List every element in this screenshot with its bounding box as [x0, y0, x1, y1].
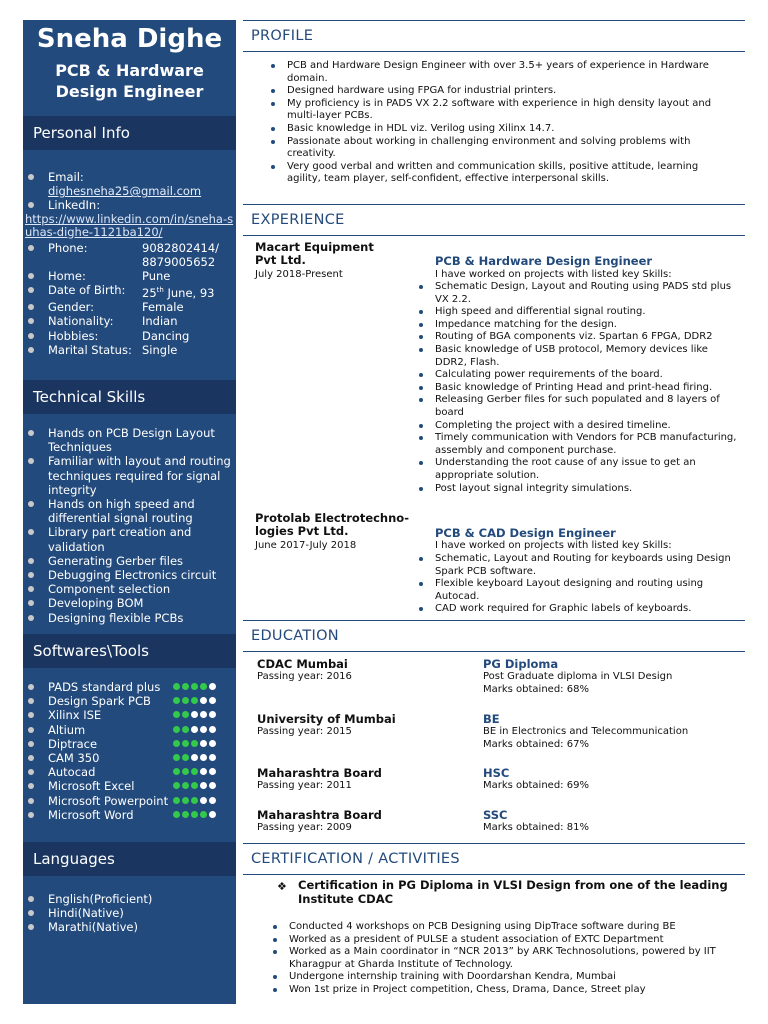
list-item	[23, 596, 236, 610]
bullet-icon	[28, 600, 34, 606]
bullet-icon	[28, 698, 34, 704]
tools-heading: Softwares\Tools	[23, 634, 236, 668]
bullet-icon	[419, 582, 423, 586]
empty-dot-icon	[209, 726, 216, 733]
bullet-icon	[271, 165, 275, 169]
profile-list	[263, 60, 733, 186]
list-item	[23, 892, 236, 906]
filled-dot-icon	[182, 797, 189, 804]
list-item	[263, 85, 733, 98]
list-item	[265, 946, 735, 971]
list-item	[23, 497, 236, 525]
filled-dot-icon	[182, 811, 189, 818]
list-item	[411, 603, 741, 616]
edu-school: Maharashtra Board	[257, 766, 382, 780]
bullet-icon	[419, 335, 423, 339]
job-intro: I have worked on projects with listed key Skills:	[435, 540, 672, 551]
bullet-icon	[28, 430, 34, 436]
empty-dot-icon	[209, 797, 216, 804]
field-label: Nationality:	[48, 314, 114, 329]
company-name	[255, 512, 409, 538]
job-dates: June 2017-July 2018	[255, 540, 357, 551]
languages-list	[23, 892, 236, 935]
list-item-text: English(Proficient)	[48, 892, 153, 906]
filled-dot-icon	[200, 683, 207, 690]
job-intro: I have worked on projects with listed key Skills:	[435, 269, 672, 280]
list-item-text: Hindi(Native)	[48, 906, 124, 921]
filled-dot-icon	[191, 782, 198, 789]
list-item-text: Very good verbal and written and communication skills, positive attitude, learning agility, team player, self-confident, effective interpersonal skills.	[287, 160, 699, 185]
role-line-2: Design Engineer	[55, 82, 204, 101]
hobbies-row	[23, 329, 236, 343]
list-item	[411, 578, 741, 603]
list-item	[23, 582, 236, 596]
empty-dot-icon	[191, 711, 198, 718]
list-item	[23, 751, 236, 765]
filled-dot-icon	[173, 811, 180, 818]
list-item-text: Schematic, Layout and Routing for keyboards using Design Spark PCB software.	[435, 553, 731, 577]
list-item	[23, 920, 236, 934]
filled-dot-icon	[191, 768, 198, 775]
edu-year: Passing year: 2011	[257, 780, 352, 791]
bullet-icon	[28, 769, 34, 775]
list-item-text: Flexible keyboard Layout designing and routing using Autocad.	[435, 578, 704, 602]
phone-row	[23, 241, 236, 255]
job-title: PCB & Hardware Design Engineer	[435, 254, 653, 268]
personal-info-list	[23, 170, 236, 357]
filled-dot-icon	[200, 811, 207, 818]
empty-dot-icon	[200, 726, 207, 733]
bullet-icon	[28, 333, 34, 339]
job-skills-list	[411, 281, 741, 495]
bullet-icon	[28, 896, 34, 902]
list-item	[265, 934, 735, 947]
job-title: PCB & CAD Design Engineer	[435, 526, 616, 540]
marital-row	[23, 343, 236, 357]
email-row	[23, 170, 236, 184]
field-label: Hobbies:	[48, 328, 99, 343]
list-item-text: Conducted 4 workshops on PCB Designing using DipTrace software during BE	[289, 921, 676, 932]
edu-year: Passing year: 2009	[257, 822, 352, 833]
list-item-text: Passionate about working in challenging environment and solving problems with creativity.	[287, 135, 691, 160]
bullet-icon	[28, 910, 34, 916]
field-label: Marital Status:	[48, 342, 132, 357]
list-item-text: Microsoft Word	[48, 807, 134, 822]
edu-marks: Marks obtained: 69%	[483, 780, 589, 791]
filled-dot-icon	[182, 754, 189, 761]
list-item	[411, 483, 741, 496]
field-value: Single	[142, 342, 178, 357]
bullet-icon	[419, 348, 423, 352]
skill-level-rating	[173, 683, 216, 690]
filled-dot-icon	[191, 740, 198, 747]
list-item-text: Routing of BGA components viz. Spartan 6 FPGA, DDR2	[435, 331, 713, 343]
list-item	[263, 123, 733, 136]
filled-dot-icon	[173, 768, 180, 775]
bullet-icon	[419, 323, 423, 327]
list-item-text: Releasing Gerber files for such populated and 8 layers of board	[435, 394, 720, 418]
linkedin-link[interactable]: https://www.linkedin.com/in/sneha-suhas-dighe-1121ba120/	[25, 211, 234, 239]
list-item-text: Familiar with layout and routing techniques required for signal integrity	[48, 454, 231, 497]
skill-level-rating	[173, 740, 216, 747]
empty-dot-icon	[209, 754, 216, 761]
bullet-icon	[419, 436, 423, 440]
edu-degree: HSC	[483, 766, 510, 780]
edu-year: Passing year: 2015	[257, 726, 352, 737]
empty-dot-icon	[200, 754, 207, 761]
list-item-text: PCB and Hardware Design Engineer with over 3.5+ years of experience in Hardware domain.	[287, 60, 709, 84]
list-item-text: Altium	[48, 722, 86, 737]
list-item	[23, 454, 236, 497]
list-item-text: Calculating power requirements of the board.	[435, 369, 663, 381]
list-item	[411, 306, 741, 319]
edu-detail: BE in Electronics and Telecommunication	[483, 726, 689, 737]
list-item	[411, 420, 741, 433]
empty-dot-icon	[191, 726, 198, 733]
edu-marks: Marks obtained: 81%	[483, 822, 589, 833]
list-item-text: Designing flexible PCBs	[48, 610, 184, 625]
field-label: Date of Birth:	[48, 283, 126, 298]
list-item	[23, 611, 236, 625]
list-item-text: Hands on PCB Design Layout Techniques	[48, 426, 215, 455]
list-item-text: Component selection	[48, 582, 171, 597]
list-item	[23, 554, 236, 568]
list-item	[411, 344, 741, 369]
list-item-text: Microsoft Excel	[48, 779, 135, 794]
filled-dot-icon	[182, 697, 189, 704]
activities-list	[265, 921, 735, 997]
role-line-1: PCB & Hardware	[55, 61, 204, 80]
bullet-icon	[28, 529, 34, 535]
list-item-text: Developing BOM	[48, 596, 144, 611]
empty-dot-icon	[209, 782, 216, 789]
list-item-text: Post layout signal integrity simulations.	[435, 482, 633, 494]
bullet-icon	[28, 783, 34, 789]
edu-degree: BE	[483, 712, 500, 726]
list-item-text: Hands on high speed and differential signal routing	[48, 497, 195, 526]
list-item-text: Undergone internship training with Doordarshan Kendra, Mumbai	[289, 971, 616, 983]
list-item	[23, 779, 236, 793]
bullet-icon	[28, 755, 34, 761]
list-item-text: CAD work required for Graphic labels of keyboards.	[435, 603, 692, 615]
phone-row-2	[23, 255, 236, 269]
bullet-icon	[28, 501, 34, 507]
list-item	[23, 765, 236, 779]
bullet-icon	[28, 318, 34, 324]
filled-dot-icon	[191, 697, 198, 704]
list-item-text: Understanding the root cause of any issue to get an appropriate solution.	[435, 457, 696, 481]
dob-day: 25	[142, 286, 157, 301]
list-item-text: Marathi(Native)	[48, 920, 138, 935]
filled-dot-icon	[173, 726, 180, 733]
list-item-text: PADS standard plus	[48, 680, 161, 694]
bullet-icon	[28, 741, 34, 747]
list-item-text: Schematic Design, Layout and Routing using PADS std plus VX 2.2.	[435, 281, 732, 305]
list-item-text: Basic knowledge of USB protocol, Memory devices like DDR2, Flash.	[435, 343, 708, 368]
field-value: Female	[142, 300, 184, 315]
bullet-icon	[271, 127, 275, 131]
email-value-row	[23, 184, 236, 198]
technical-skills-heading: Technical Skills	[23, 380, 236, 414]
linkedin-label: LinkedIn:	[48, 198, 101, 213]
field-label: Home:	[48, 269, 86, 284]
list-item-text: Impedance matching for the design.	[435, 318, 617, 330]
filled-dot-icon	[173, 740, 180, 747]
technical-skills-list	[23, 426, 236, 625]
list-item	[263, 60, 733, 85]
linkedin-row	[23, 198, 236, 212]
certification-main: Certification in PG Diploma in VLSI Design from one of the leading Institute CDAC	[298, 878, 728, 906]
bullet-icon	[28, 586, 34, 592]
list-item-text: Generating Gerber files	[48, 553, 184, 568]
filled-dot-icon	[173, 782, 180, 789]
list-item	[263, 136, 733, 161]
filled-dot-icon	[182, 740, 189, 747]
empty-dot-icon	[209, 740, 216, 747]
bullet-icon	[419, 487, 423, 491]
list-item	[411, 432, 741, 457]
empty-dot-icon	[209, 683, 216, 690]
bullet-icon	[271, 64, 275, 68]
filled-dot-icon	[173, 711, 180, 718]
company-line-2: Pvt Ltd.	[255, 253, 306, 267]
list-item	[23, 426, 236, 454]
list-item-text: Autocad	[48, 765, 96, 780]
phone-value-1: 9082802414/	[142, 240, 220, 255]
tools-list	[23, 680, 236, 822]
filled-dot-icon	[182, 683, 189, 690]
filled-dot-icon	[182, 711, 189, 718]
filled-dot-icon	[173, 683, 180, 690]
bullet-icon	[419, 285, 423, 289]
list-item	[411, 382, 741, 395]
profile-heading: PROFILE	[243, 20, 745, 52]
filled-dot-icon	[173, 754, 180, 761]
list-item-text: Worked as a president of PULSE a student association of EXTC Department	[289, 933, 664, 945]
filled-dot-icon	[173, 697, 180, 704]
bullet-icon	[28, 572, 34, 578]
company-name	[255, 241, 374, 267]
personal-info-heading: Personal Info	[23, 116, 236, 150]
bullet-icon	[273, 950, 277, 954]
gender-row	[23, 300, 236, 314]
bullet-icon	[28, 615, 34, 621]
bullet-icon	[419, 373, 423, 377]
dob-value	[142, 283, 236, 300]
list-item	[411, 319, 741, 332]
bullet-icon	[28, 712, 34, 718]
bullet-icon	[28, 558, 34, 564]
field-value: Pune	[142, 269, 171, 284]
list-item	[265, 984, 735, 997]
filled-dot-icon	[191, 811, 198, 818]
dob-rest: June, 93	[163, 286, 215, 301]
field-label: Gender:	[48, 300, 95, 315]
bullet-icon	[419, 607, 423, 611]
bullet-icon	[28, 684, 34, 690]
list-item-text: Library part creation and validation	[48, 525, 192, 554]
bullet-icon	[419, 424, 423, 428]
list-item	[23, 737, 236, 751]
skill-level-rating	[173, 797, 216, 804]
bullet-icon	[271, 140, 275, 144]
list-item	[263, 161, 733, 186]
edu-detail: Post Graduate diploma in VLSI Design	[483, 671, 673, 682]
bullet-icon	[419, 398, 423, 402]
edu-year: Passing year: 2016	[257, 671, 352, 682]
edu-school: Maharashtra Board	[257, 808, 382, 822]
list-item-text: Timely communication with Vendors for PCB manufacturing, assembly and component purchase.	[435, 432, 737, 456]
list-item	[411, 331, 741, 344]
education-heading: EDUCATION	[243, 620, 745, 652]
bullet-icon	[273, 925, 277, 929]
skill-level-rating	[173, 697, 216, 704]
list-item	[411, 369, 741, 382]
skill-level-rating	[173, 768, 216, 775]
edu-school: CDAC Mumbai	[257, 657, 348, 671]
list-item-text: Design Spark PCB	[48, 694, 151, 709]
list-item	[23, 808, 236, 822]
empty-dot-icon	[209, 811, 216, 818]
list-item-text: CAM 350	[48, 751, 100, 766]
list-item	[23, 723, 236, 737]
list-item	[265, 971, 735, 984]
bullet-icon	[28, 174, 34, 180]
edu-marks: Marks obtained: 68%	[483, 684, 589, 695]
edu-degree: PG Diploma	[483, 657, 559, 671]
bullet-icon	[273, 938, 277, 942]
filled-dot-icon	[191, 797, 198, 804]
skill-level-rating	[173, 711, 216, 718]
list-item	[23, 708, 236, 722]
nationality-row	[23, 314, 236, 328]
list-item	[23, 794, 236, 808]
edu-degree: SSC	[483, 808, 508, 822]
email-link[interactable]: dighesneha25@gmail.com	[48, 184, 202, 199]
list-item-text: Debugging Electronics circuit	[48, 568, 217, 583]
list-item-text: High speed and differential signal routing.	[435, 306, 646, 318]
list-item-text: Designed hardware using FPGA for industrial printers.	[287, 85, 557, 97]
edu-marks: Marks obtained: 67%	[483, 739, 589, 750]
list-item-text: Completing the project with a desired timeline.	[435, 419, 671, 431]
field-value: Indian	[142, 314, 178, 329]
phone-label: Phone:	[48, 240, 88, 255]
skill-level-rating	[173, 811, 216, 818]
empty-dot-icon	[200, 697, 207, 704]
bullet-icon	[28, 287, 34, 293]
dob-suffix: th	[156, 286, 164, 295]
dob-row	[23, 283, 236, 300]
list-item-text: Basic knowledge of Printing Head and print-head firing.	[435, 381, 713, 393]
bullet-icon	[273, 988, 277, 992]
bullet-icon	[28, 273, 34, 279]
list-item-text: Microsoft Powerpoint	[48, 793, 169, 808]
company-line-2: logies Pvt Ltd.	[255, 524, 349, 538]
job-dates: July 2018-Present	[255, 269, 343, 280]
list-item	[263, 98, 733, 123]
list-item	[411, 457, 741, 482]
empty-dot-icon	[191, 754, 198, 761]
list-item-text: Xilinx ISE	[48, 708, 102, 723]
bullet-icon	[28, 458, 34, 464]
list-item	[23, 906, 236, 920]
list-item-text: Basic knowledge in HDL viz. Verilog using Xilinx 14.7.	[287, 122, 555, 134]
filled-dot-icon	[191, 683, 198, 690]
filled-dot-icon	[182, 726, 189, 733]
empty-dot-icon	[200, 782, 207, 789]
filled-dot-icon	[173, 797, 180, 804]
main-content	[243, 20, 745, 1010]
bullet-icon	[28, 245, 34, 251]
bullet-icon	[28, 304, 34, 310]
empty-dot-icon	[200, 740, 207, 747]
company-line-1: Macart Equipment	[255, 240, 374, 254]
email-label: Email:	[48, 170, 84, 184]
list-item-text: Won 1st prize in Project competition, Chess, Drama, Dance, Street play	[289, 983, 646, 995]
list-item	[411, 281, 741, 306]
list-item	[411, 394, 741, 419]
bullet-icon	[271, 102, 275, 106]
list-item	[23, 680, 236, 694]
sidebar	[23, 20, 236, 1004]
skill-level-rating	[173, 754, 216, 761]
empty-dot-icon	[200, 797, 207, 804]
skill-level-rating	[173, 782, 216, 789]
bullet-icon	[28, 924, 34, 930]
list-item-text: My proficiency is in PADS VX 2.2 software with experience in high density layout and multi-layer PCBs.	[287, 97, 712, 122]
bullet-icon	[28, 347, 34, 353]
empty-dot-icon	[200, 768, 207, 775]
bullet-icon	[419, 557, 423, 561]
list-item-text: Diptrace	[48, 736, 98, 751]
list-item	[23, 568, 236, 582]
bullet-icon	[271, 89, 275, 93]
job-skills-list	[411, 553, 741, 616]
bullet-icon	[28, 202, 34, 208]
languages-heading: Languages	[23, 842, 236, 876]
list-item-text: Worked as a Main coordinator in “NCR 2013” by ARK Technosolutions, powered by IIT Kharagpur at Gharda Institute of Technology.	[289, 946, 716, 970]
empty-dot-icon	[209, 711, 216, 718]
candidate-name: Sneha Dighe	[36, 24, 223, 54]
empty-dot-icon	[209, 697, 216, 704]
field-value: Dancing	[142, 328, 190, 343]
empty-dot-icon	[200, 711, 207, 718]
bullet-icon	[419, 461, 423, 465]
list-item	[411, 553, 741, 578]
filled-dot-icon	[182, 782, 189, 789]
filled-dot-icon	[182, 768, 189, 775]
company-line-1: Protolab Electrotechno-	[255, 511, 409, 525]
edu-school: University of Mumbai	[257, 712, 396, 726]
certification-heading: CERTIFICATION / ACTIVITIES	[243, 843, 745, 875]
bullet-icon	[28, 812, 34, 818]
phone-value-2: 8879005652	[142, 254, 216, 269]
list-item	[23, 525, 236, 553]
bullet-icon	[28, 727, 34, 733]
list-item	[265, 921, 735, 934]
diamond-bullet-icon: ❖	[277, 880, 287, 893]
bullet-icon	[273, 975, 277, 979]
skill-level-rating	[173, 726, 216, 733]
bullet-icon	[419, 310, 423, 314]
list-item	[23, 694, 236, 708]
experience-heading: EXPERIENCE	[243, 204, 745, 236]
bullet-icon	[28, 798, 34, 804]
home-row	[23, 269, 236, 283]
bullet-icon	[419, 386, 423, 390]
empty-dot-icon	[209, 768, 216, 775]
